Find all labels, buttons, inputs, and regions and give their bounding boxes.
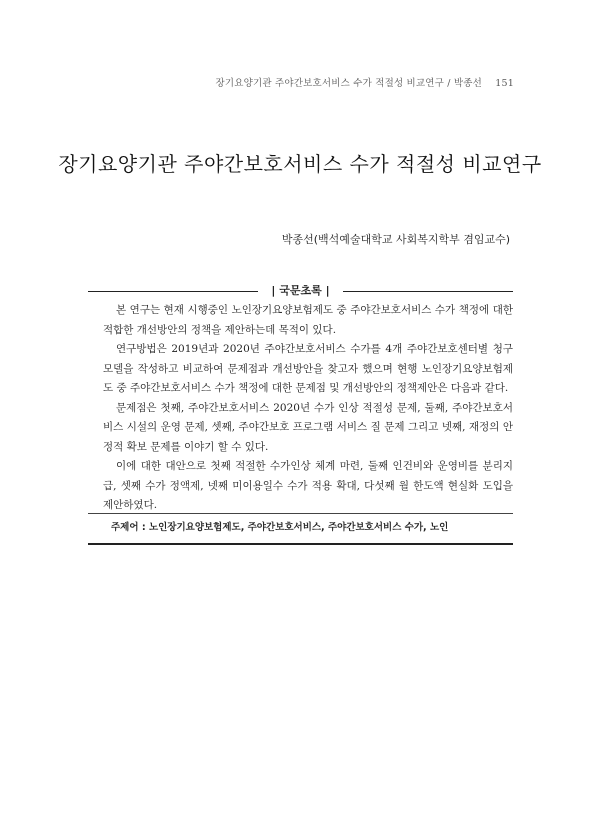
abstract-paragraph-1: 본 연구는 현재 시행중인 노인장기요양보험제도 중 주야간보호서비스 수가 책정에 대한 적합한 개선방안의 정책을 제안하는데 목적이 있다. [103,304,513,336]
heading-bar-left: | [271,284,276,297]
heading-bar-right: | [325,284,330,297]
keywords-divider-bottom [88,543,513,545]
abstract-body [103,301,513,516]
abstract-paragraph-3: 문제점은 첫째, 주야간보호서비스 2020년 수가 인상 적절성 문제, 둘째, 주야간보호서비스 시설의 운영 문제, 셋째, 주야간보호 프로그램 서비스 질 문제 그리고 넷째, 재정의 안정적 확보 문제를 이야기 할 수 있다. [103,401,513,453]
running-head-text: 장기요양기관 주야간보호서비스 수가 적절성 비교연구 / 박종선 [215,78,483,89]
paper-title: 장기요양기관 주야간보호서비스 수가 적절성 비교연구 [58,152,542,176]
keywords-divider-top [88,513,513,514]
abstract-paragraph-2: 연구방법은 2019년과 2020년 주야간보호서비스 수가를 4개 주야간보호센터별 청구모델을 작성하고 비교하여 문제점과 개선방안을 찾고자 했으며 현행 노인장기요양보험제도 중 주야간보호서비스 수가 책정에 대한 문제점 및 개선방안의 정책제안은 다음과 같다. [103,343,513,394]
abstract-header-rule-left [88,291,258,292]
abstract-heading [258,284,343,298]
abstract-header [88,284,513,298]
abstract-heading-text: 국문초록 [279,284,322,297]
page-number: 151 [495,78,514,89]
abstract-paragraph-4: 이에 대한 대안으로 첫째 적절한 수가인상 체계 마련, 둘째 인건비와 운영비를 분리지급, 셋째 수가 정액제, 넷째 미이용일수 수가 적용 확대, 다섯째 월 한도액 현실화 도입을 제안하였다. [103,460,513,511]
author-affiliation: 박종선(백석예술대학교 사회복지학부 겸임교수) [281,233,510,246]
keywords: 주제어 : 노인장기요양보험제도, 주야간보호서비스, 주야간보호서비스 수가, 노인 [111,522,449,533]
running-head [216,75,515,89]
abstract-header-rule-right [343,291,513,292]
